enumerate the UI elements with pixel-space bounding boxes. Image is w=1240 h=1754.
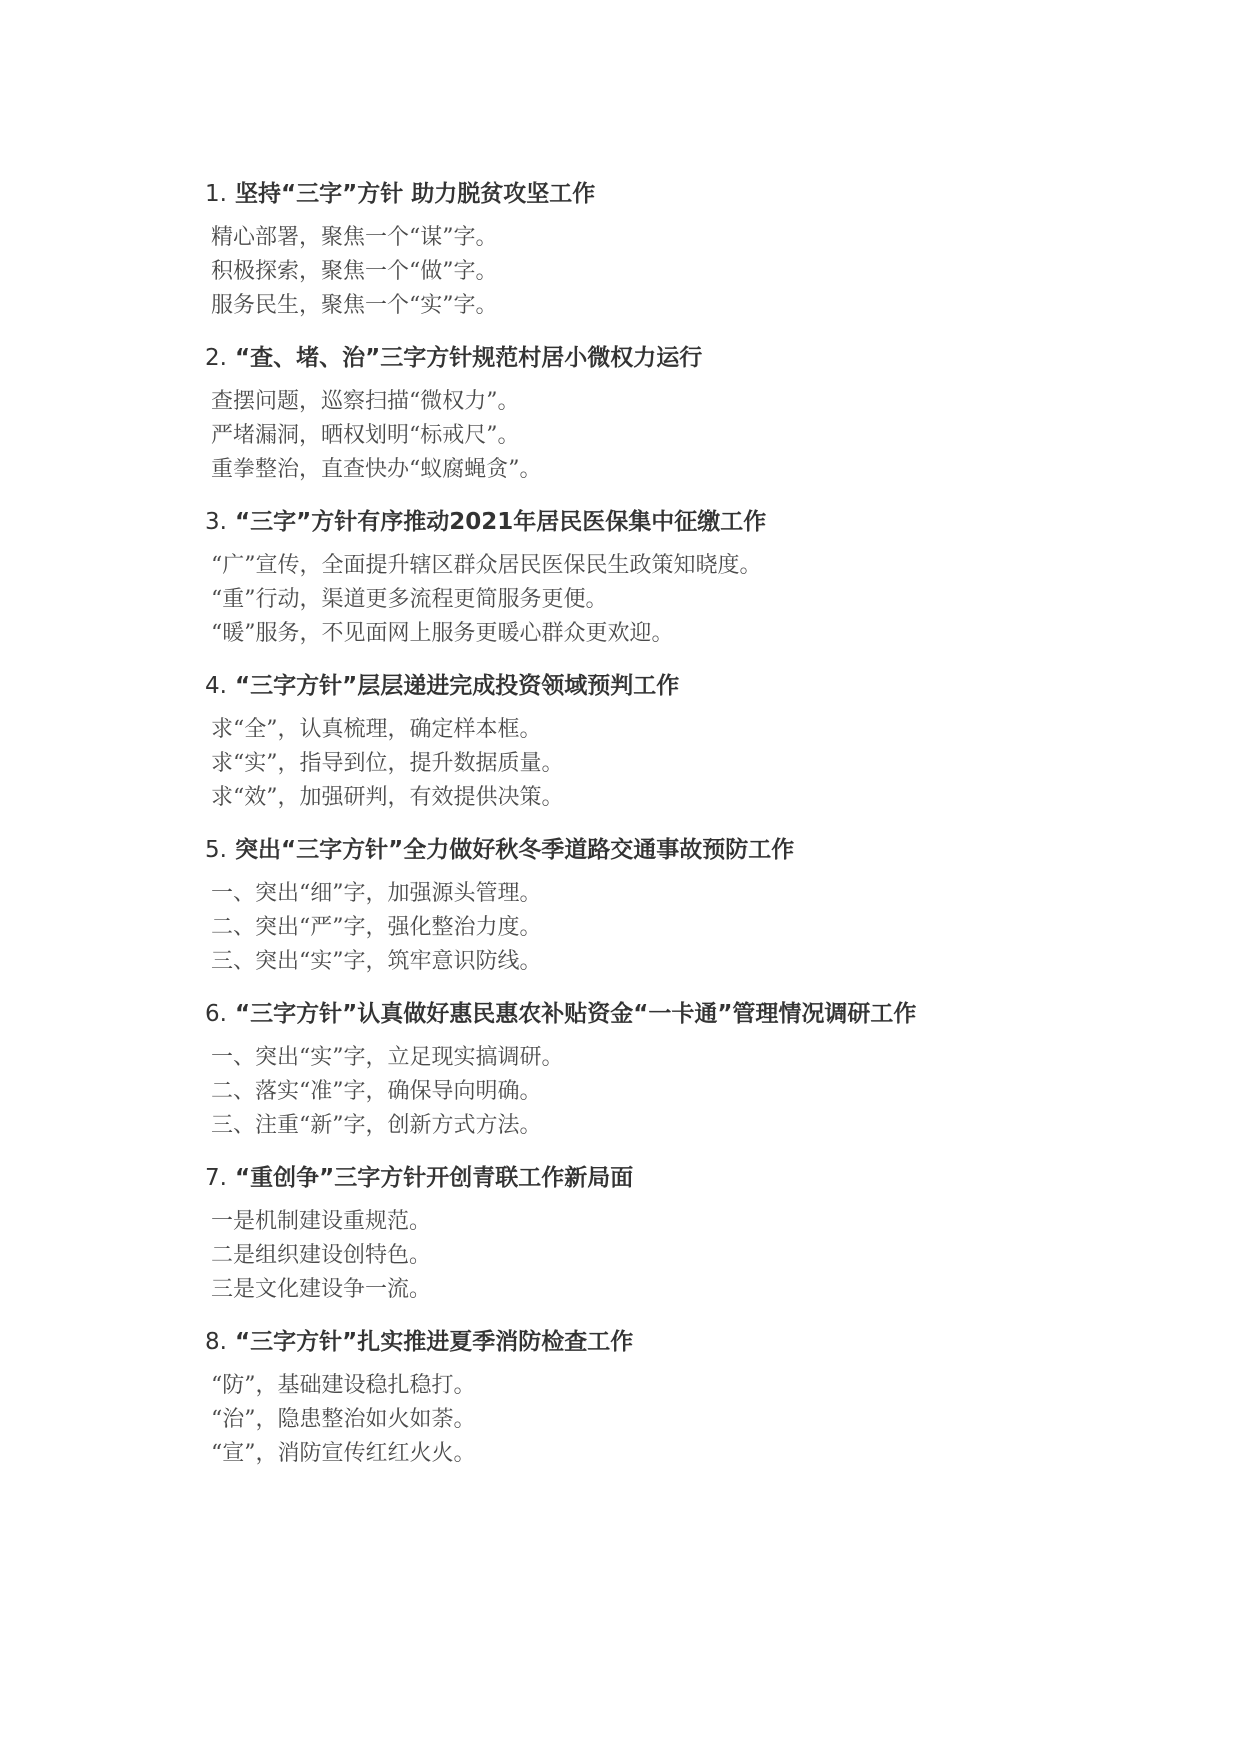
list-item: “广”宣传，全面提升辖区群众居民医保民生政策知晓度。 (211, 553, 762, 578)
section-5 (205, 831, 1165, 979)
section-number: 6. (205, 1001, 227, 1027)
list-item: 一是机制建设重规范。 (211, 1209, 432, 1234)
list-item: 积极探索，聚焦一个“做”字。 (211, 259, 498, 284)
list-item: 三是文化建设争一流。 (211, 1277, 432, 1302)
section-heading (205, 831, 1165, 869)
list-item: 三、突出“实”字，筑牢意识防线。 (211, 949, 542, 974)
list-item: “防”，基础建设稳扎稳打。 (211, 1373, 476, 1398)
section-number: 4. (205, 673, 227, 699)
section-1 (205, 175, 1165, 323)
section-title: “三字方针”层层递进完成投资领域预判工作 (234, 673, 680, 699)
list-item: 求“实”，指导到位，提升数据质量。 (211, 751, 564, 776)
section-title: “三字方针”认真做好惠民惠农补贴资金“一卡通”管理情况调研工作 (234, 1001, 917, 1027)
section-heading (205, 175, 1165, 213)
section-title: “查、堵、治”三字方针规范村居小微权力运行 (234, 345, 703, 371)
section-heading (205, 995, 1165, 1033)
section-4 (205, 667, 1165, 815)
document-body (205, 175, 1165, 1471)
list-item: “重”行动，渠道更多流程更简服务更便。 (211, 587, 608, 612)
section-title: 坚持“三字”方针 助力脱贫攻坚工作 (234, 181, 596, 207)
section-number: 7. (205, 1165, 227, 1191)
list-item: 二是组织建设创特色。 (211, 1243, 432, 1268)
list-item: 求“全”，认真梳理，确定样本框。 (211, 717, 542, 742)
list-item: 二、落实“准”字，确保导向明确。 (211, 1079, 542, 1104)
section-title: “重创争”三字方针开创青联工作新局面 (234, 1165, 634, 1191)
section-title: “三字”方针有序推动2021年居民医保集中征缴工作 (234, 509, 767, 535)
section-number: 8. (205, 1329, 227, 1355)
section-7 (205, 1159, 1165, 1307)
section-heading (205, 1159, 1165, 1197)
section-8 (205, 1323, 1165, 1471)
list-item: 一、突出“实”字，立足现实搞调研。 (211, 1045, 564, 1070)
section-3 (205, 503, 1165, 651)
section-heading (205, 339, 1165, 377)
section-number: 2. (205, 345, 227, 371)
section-title: “三字方针”扎实推进夏季消防检查工作 (234, 1329, 634, 1355)
section-number: 3. (205, 509, 227, 535)
section-6 (205, 995, 1165, 1143)
section-heading (205, 503, 1165, 541)
section-title: 突出“三字方针”全力做好秋冬季道路交通事故预防工作 (234, 837, 795, 863)
section-heading (205, 667, 1165, 705)
section-2 (205, 339, 1165, 487)
list-item: 精心部署，聚焦一个“谋”字。 (211, 225, 498, 250)
section-number: 5. (205, 837, 227, 863)
section-heading (205, 1323, 1165, 1361)
list-item: 二、突出“严”字，强化整治力度。 (211, 915, 542, 940)
list-item: 一、突出“细”字，加强源头管理。 (211, 881, 542, 906)
list-item: 重拳整治，直查快办“蚁腐蝇贪”。 (211, 457, 542, 482)
section-number: 1. (205, 181, 227, 207)
list-item: 服务民生，聚焦一个“实”字。 (211, 293, 498, 318)
list-item: “暖”服务，不见面网上服务更暖心群众更欢迎。 (211, 621, 674, 646)
list-item: “治”，隐患整治如火如荼。 (211, 1407, 476, 1432)
list-item: 查摆问题，巡察扫描“微权力”。 (211, 389, 520, 414)
list-item: “宣”，消防宣传红红火火。 (211, 1441, 476, 1466)
list-item: 三、注重“新”字，创新方式方法。 (211, 1113, 542, 1138)
list-item: 严堵漏洞，晒权划明“标戒尺”。 (211, 423, 520, 448)
list-item: 求“效”，加强研判，有效提供决策。 (211, 785, 564, 810)
